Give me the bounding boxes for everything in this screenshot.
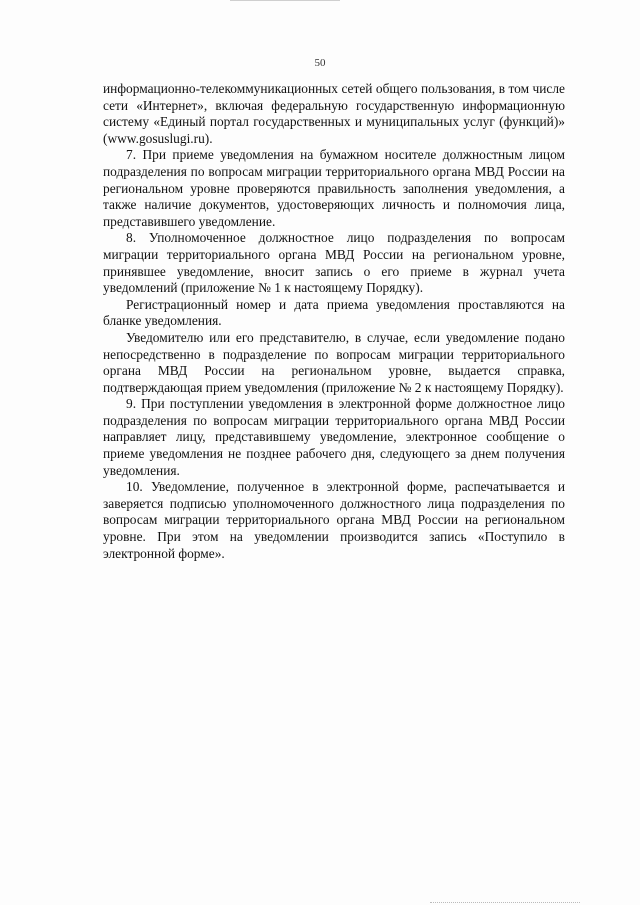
paragraph-registration-number: Регистрационный номер и дата приема уведомления проставляются на бланке уведомления. (103, 296, 565, 329)
paragraph-continuation: информационно-телекоммуникационных сетей общего пользования, в том числе сети «Интернет», включая федеральную государственную информационную систему «Единый портал государственных и муниципальных услуг (функций)» (www.gosuslugi.ru). (103, 81, 565, 146)
paragraph-item-10: 10. Уведомление, полученное в электронной форме, распечатывается и заверяется подписью уполномоченного должностного лица подразделения по вопросам миграции территориального органа МВД России на региональном уровне. При этом на уведомлении производится запись «Поступило в электронной форме». (103, 479, 565, 561)
paragraph-item-9: 9. При поступлении уведомления в электронной форме должностное лицо подразделения по вопросам миграции территориального органа МВД России направляет лицу, представившему уведомление, электронное сообщение о приеме уведомления не позднее рабочего дня, следующего за днем получения уведомления. (103, 396, 565, 478)
paragraph-notifier-certificate: Уведомителю или его представителю, в случае, если уведомление подано непосредственно в подразделение по вопросам миграции территориального органа МВД России на региональном уровне, выдается справка, подтверждающая прием уведомления (приложение № 2 к настоящему Порядку). (103, 329, 565, 395)
scan-artifact-top (230, 0, 340, 1)
scan-artifact-bottom (430, 902, 580, 904)
paragraph-item-8: 8. Уполномоченное должностное лицо подразделения по вопросам миграции территориального органа МВД России на региональном уровне, принявшее уведомление, вносит запись о его приеме в журнал учета уведомлений (приложение № 1 к настоящему Порядку). (103, 230, 565, 296)
paragraph-item-7: 7. При приеме уведомления на бумажном носителе должностным лицом подразделения по вопросам миграции территориального органа МВД России на региональном уровне проверяются правильность заполнения уведомления, а также наличие документов, удостоверяющих личность и полномочия лица, представившего уведомление. (103, 147, 565, 229)
document-body (103, 81, 565, 562)
page-number: 50 (314, 57, 326, 69)
